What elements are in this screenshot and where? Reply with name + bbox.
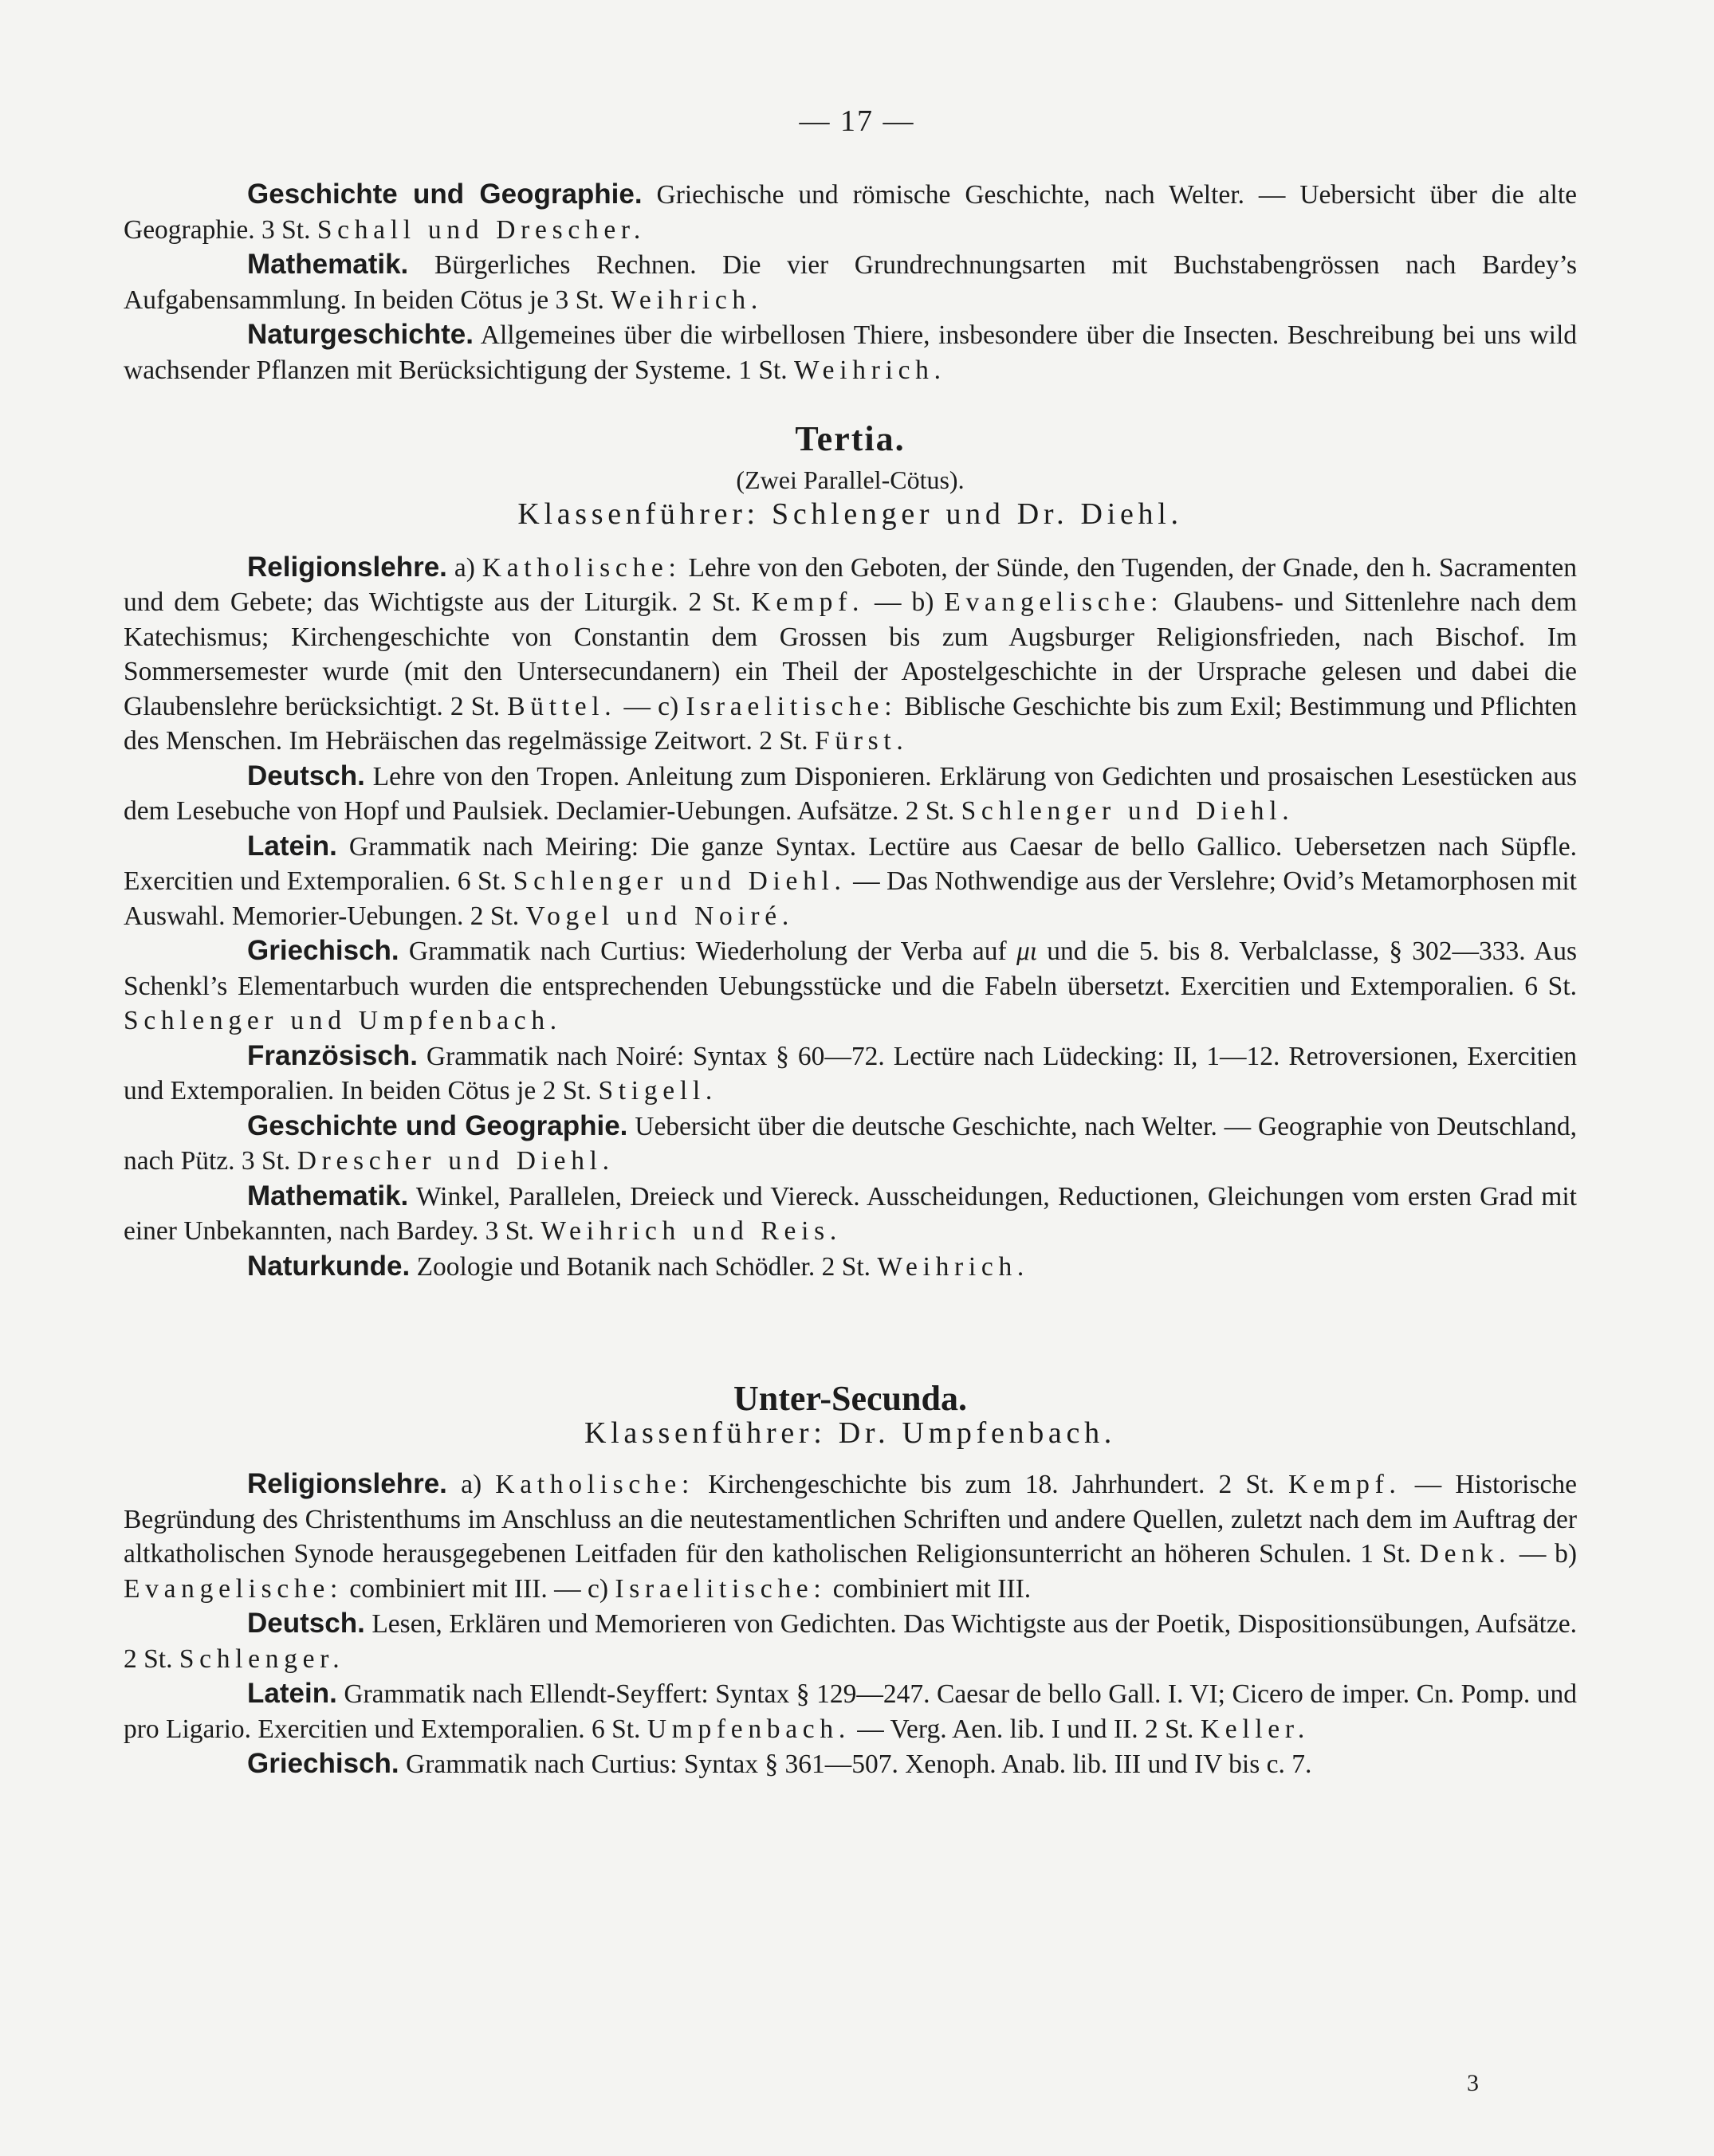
- denomination-label: Evangelische:: [124, 1573, 343, 1604]
- signature-mark: 3: [1467, 2070, 1479, 2096]
- subject-heading: Naturkunde.: [247, 1250, 411, 1282]
- paragraph-text: Grammatik nach Curtius: Wiederholung der Verba auf: [408, 937, 1016, 966]
- denomination-label: Evangelische:: [944, 587, 1164, 617]
- paragraph-text: Griechische und römische Geschichte, nach Welter. — Uebersicht über die alte Geographie. 3 St.: [124, 180, 1578, 245]
- paragraph-text: Bürgerliches Rechnen. Die vier Grundrechnungsarten mit Buchstabengrössen nach Bardey’s Aufgabensammlung. In beiden Cötus je 3 St.: [124, 250, 1578, 315]
- paragraph-mathematik-tertia: [124, 1179, 1577, 1249]
- subject-heading: Religionslehre.: [247, 551, 447, 583]
- text-segment: — Historische Begründung des Christenthums im Anschluss an die neutestamentlichen Schriften und andere Quellen, zuletzt nach dem im Auftrag der altkatholischen Synode herausgegebenen Leitfaden für den katholischen Religionsunterricht an höheren Schulen. 1 St.: [124, 1470, 1578, 1569]
- teacher-names: Schlenger und Diehl.: [513, 866, 847, 896]
- paragraph-text: Lesen, Erklären und Memorieren von Gedichten. Das Wichtigste aus der Poetik, Dispositionsübungen, Aufsätze. 2 St.: [124, 1609, 1578, 1674]
- paragraph-text: Grammatik nach Ellendt-Seyffert: Syntax § 129—247. Caesar de bello Gall. I. VI; Cicero de imper. Cn. Pomp. und pro Ligario. Exercitien und Extemporalien. 6 St.: [124, 1679, 1578, 1744]
- text-segment: a): [461, 1470, 496, 1499]
- paragraph-geschichte-prev: [124, 177, 1577, 247]
- text-segment: combiniert mit III. — c): [343, 1573, 615, 1604]
- text-segment: — b): [864, 587, 945, 617]
- subject-heading: Mathematik.: [247, 249, 409, 280]
- teacher-names: Schall und Drescher.: [316, 214, 646, 245]
- section-note-tertia: (Zwei Parallel-Cötus).: [736, 465, 965, 494]
- greek-text: μι: [1016, 937, 1038, 966]
- text-segment: a): [454, 552, 482, 583]
- subject-heading: Mathematik.: [247, 1180, 409, 1212]
- denomination-label: Katholische:: [495, 1470, 695, 1499]
- class-leader-tertia: Klassenführer: Schlenger und Dr. Diehl.: [517, 497, 1183, 531]
- class-leader-untersecunda: Klassenführer: Dr. Umpfenbach.: [584, 1416, 1116, 1450]
- text-segment: — c): [616, 691, 686, 721]
- paragraph-religionslehre-tertia: [124, 550, 1577, 759]
- paragraph-deutsch-untersecunda: [124, 1606, 1577, 1676]
- subject-heading: Geschichte und Geographie.: [247, 1109, 628, 1141]
- paragraph-griechisch-tertia: [124, 933, 1577, 1039]
- teacher-names: Denk.: [1419, 1539, 1512, 1569]
- paragraph-latein-untersecunda: [124, 1676, 1577, 1746]
- paragraph-mathematik-prev: [124, 247, 1577, 317]
- subject-heading: Deutsch.: [247, 1608, 365, 1639]
- paragraph-religionslehre-untersecunda: [124, 1467, 1577, 1606]
- text-segment: — b): [1511, 1539, 1578, 1569]
- page-number: — 17 —: [799, 104, 915, 138]
- teacher-names: Keller.: [1200, 1714, 1310, 1744]
- paragraph-franzoesisch-tertia: [124, 1039, 1577, 1109]
- teacher-names: Umpfenbach.: [647, 1714, 851, 1744]
- teacher-names: Weihrich.: [794, 355, 946, 385]
- denomination-label: Katholische:: [482, 552, 682, 583]
- teacher-names: Schlenger.: [179, 1644, 345, 1674]
- teacher-names: Vogel und Noiré.: [525, 901, 794, 931]
- paragraph-text: und die 5. bis 8. Verbalclasse, § 302—333. Aus Schenkl’s Elementarbuch wurden die entsprechenden Uebungsstücke und die Fabeln übersetzt. Exercitien und Extemporalien. 6 St.: [124, 937, 1578, 1001]
- paragraph-naturgeschichte-prev: [124, 317, 1577, 387]
- paragraph-text: Grammatik nach Curtius: Syntax § 361—507. Xenoph. Anab. lib. III und IV bis c. 7.: [406, 1750, 1312, 1779]
- text-segment: Kirchengeschichte bis zum 18. Jahrhundert. 2 St.: [694, 1470, 1288, 1499]
- text-segment: Lehre von den Geboten, der Sünde, den Tugenden, der Gnade, den h. Sacramenten und dem Gebete; das Wichtigste aus der Liturgik. 2 St.: [124, 552, 1577, 617]
- paragraph-latein-tertia: [124, 829, 1577, 934]
- subject-heading: Naturgeschichte.: [247, 319, 474, 350]
- teacher-names: Büttel.: [507, 691, 617, 721]
- teacher-names: Weihrich.: [611, 285, 763, 315]
- paragraph-geschichte-tertia: [124, 1109, 1577, 1179]
- subject-heading: Religionslehre.: [247, 1468, 447, 1499]
- paragraph-text: — Verg. Aen. lib. I und II. 2 St.: [850, 1714, 1201, 1744]
- teacher-names: Fürst.: [815, 726, 909, 756]
- body-text: [124, 177, 1577, 1782]
- paragraph-text: Grammatik nach Meiring: Die ganze Syntax. Lectüre aus Caesar de bello Gallico. Uebersetzen nach Süpfle. Exercitien und Extemporalien. 6 St.: [124, 831, 1577, 896]
- subject-heading: Latein.: [247, 830, 337, 862]
- denomination-label: Israelitische:: [686, 691, 898, 721]
- paragraph-text: — Das Nothwendige aus der Verslehre; Ovid’s Metamorphosen mit Auswahl. Memorier-Uebungen. 2 St.: [124, 866, 1577, 931]
- text-segment: Biblische Geschichte bis zum Exil; Bestimmung und Pflichten des Menschen. Im Hebräischen das regelmässige Zeitwort. 2 St.: [124, 691, 1577, 756]
- section-title-untersecunda: Unter-Secunda.: [733, 1379, 967, 1418]
- teacher-names: Weihrich.: [877, 1251, 1030, 1282]
- paragraph-text: Zoologie und Botanik nach Schödler. 2 St.: [416, 1251, 878, 1282]
- text-segment: combiniert mit III.: [826, 1573, 1032, 1604]
- paragraph-text: Uebersicht über die deutsche Geschichte, nach Welter. — Geographie von Deutschland, nach Pütz. 3 St.: [124, 1111, 1577, 1176]
- subject-heading: Deutsch.: [247, 760, 365, 791]
- text-segment: Glaubens- und Sittenlehre nach dem Katechismus; Kirchengeschichte von Constantin dem Grossen bis zum Augsburger Religionsfrieden, nach Bischof. Im Sommersemester wurde (mit den Untersecundanern) ein Theil der Apostelgeschichte in der Ursprache gelesen und dabei die Glaubenslehre berücksichtigt. 2 St.: [124, 587, 1578, 721]
- teacher-names: Weihrich und Reis.: [541, 1216, 842, 1246]
- section-title-tertia: Tertia.: [795, 419, 906, 458]
- subject-heading: Latein.: [247, 1678, 337, 1709]
- paragraph-naturkunde-tertia: [124, 1249, 1577, 1285]
- teacher-names: Kempf.: [1287, 1470, 1401, 1499]
- subject-heading: Geschichte und Geographie.: [247, 179, 643, 210]
- teacher-names: Stigell.: [598, 1076, 717, 1105]
- subject-heading: Französisch.: [247, 1039, 418, 1071]
- teacher-names: Schlenger und Umpfenbach.: [124, 1006, 562, 1035]
- denomination-label: Israelitische:: [615, 1573, 827, 1604]
- subject-heading: Griechisch.: [247, 1748, 399, 1779]
- paragraph-griechisch-untersecunda: [124, 1746, 1577, 1782]
- paragraph-text: Allgemeines über die wirbellosen Thiere, insbesondere über die Insecten. Beschreibung bei uns wild wachsender Pflanzen mit Berücksichtigung der Systeme. 1 St.: [124, 320, 1577, 385]
- teacher-names: Schlenger und Diehl.: [961, 796, 1295, 826]
- teacher-names: Drescher und Diehl.: [297, 1146, 615, 1176]
- paragraph-text: Lehre von den Tropen. Anleitung zum Disponieren. Erklärung von Gedichten und prosaischen Lesestücken aus dem Lesebuche von Hopf und Paulsiek. Declamier-Uebungen. Aufsätze. 2 St.: [124, 761, 1578, 826]
- paragraph-text: Winkel, Parallelen, Dreieck und Viereck. Ausscheidungen, Reductionen, Gleichungen vom ersten Grad mit einer Unbekannten, nach Bardey. 3 St.: [124, 1181, 1577, 1246]
- teacher-names: Kempf.: [751, 587, 865, 617]
- paragraph-deutsch-tertia: [124, 759, 1577, 829]
- paragraph-text: Grammatik nach Noiré: Syntax § 60—72. Lectüre nach Lüdecking: II, 1—12. Retroversionen, Exercitien und Extemporalien. In beiden Cötus je 2 St.: [124, 1041, 1577, 1105]
- subject-heading: Griechisch.: [247, 935, 399, 966]
